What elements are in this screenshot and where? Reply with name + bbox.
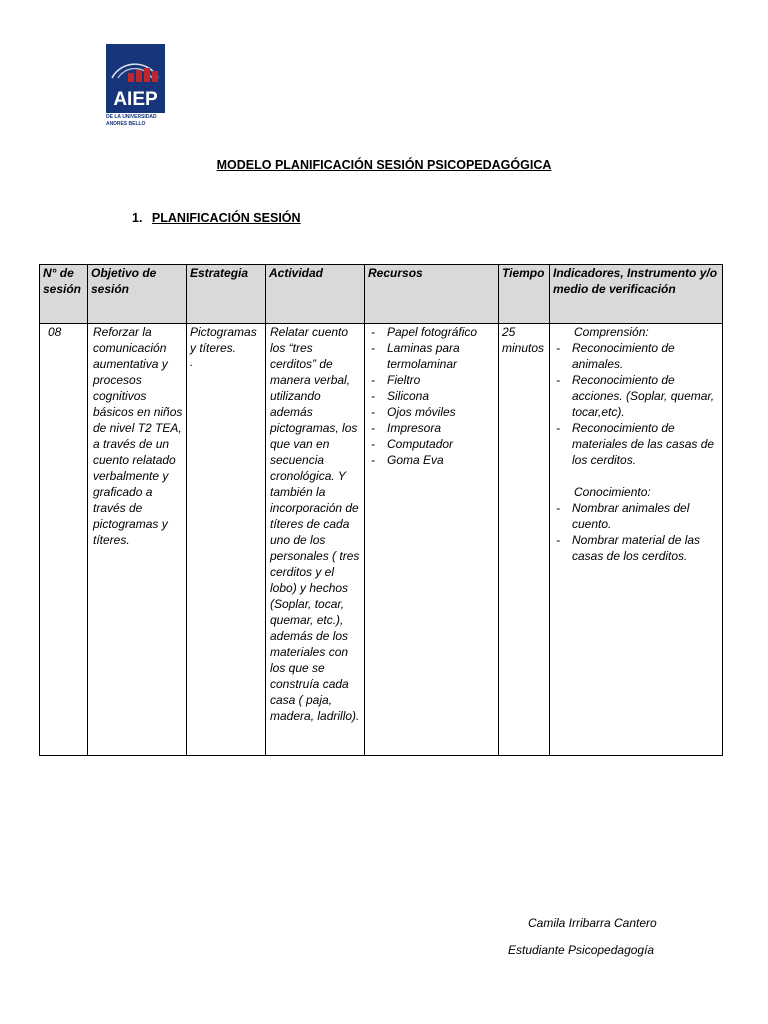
conocimiento-label: Conocimiento: (574, 485, 651, 499)
cell-objetivo: Reforzar la comunicación aumentativa y procesos cognitivos básicos en niños de nivel T2 TEA, a través de un cuento relatado verbalmente y graficado a través de pictogramas y títeres. (88, 324, 187, 756)
cell-indicadores (550, 324, 723, 756)
cell-actividad: Relatar cuento los “tres cerditos” de manera verbal, utilizando además pictogramas, los que van en secuencia cronológica. Y también la incorporación de títeres de cada uno de los personales ( tres cerditos y el lobo) y hechos (Soplar, tocar, quemar, etc.), además de los materiales con los que se construía cada casa ( paja, madera, ladrillo). (266, 324, 365, 756)
table-row (40, 324, 723, 756)
cell-tiempo: 25 minutos (499, 324, 550, 756)
list-item: - Laminas para termolaminar (365, 340, 495, 372)
header-recursos: Recursos (365, 265, 499, 324)
section-number: 1. (132, 211, 143, 225)
comprension-label: Comprensión: (574, 325, 649, 339)
section-heading (132, 211, 301, 225)
recursos-list (365, 324, 495, 468)
estrategia-extra: . (190, 355, 194, 369)
header-estrategia: Estrategia (187, 265, 266, 324)
list-item: - Papel fotográfico (365, 324, 495, 340)
list-item: - Goma Eva (365, 452, 495, 468)
list-item: - Reconocimiento de materiales de las casas de los cerditos. (550, 420, 719, 468)
header-actividad: Actividad (266, 265, 365, 324)
table-header-row (40, 265, 723, 324)
header-objetivo: Objetivo de sesión (88, 265, 187, 324)
list-item: - Computador (365, 436, 495, 452)
list-item: - Nombrar material de las casas de los cerditos. (550, 532, 719, 564)
section-title: PLANIFICACIÓN SESIÓN (151, 211, 301, 225)
cell-sesion: 08 (40, 324, 88, 756)
logo-subtitle-2: ANDRES BELLO (106, 121, 146, 127)
document-title: MODELO PLANIFICACIÓN SESIÓN PSICOPEDAGÓGICA (216, 158, 552, 172)
logo-wordmark: AIEP (113, 89, 158, 110)
cell-estrategia (187, 324, 266, 756)
signature-role: Estudiante Psicopedagogía (508, 943, 655, 957)
list-item: - Reconocimiento de animales. (550, 340, 719, 372)
comprension-list (550, 340, 719, 468)
logo-subtitle-1: DE LA UNIVERSIDAD (106, 114, 157, 120)
conocimiento-list (550, 500, 719, 564)
list-item: - Reconocimiento de acciones. (Soplar, quemar, tocar,etc). (550, 372, 719, 420)
logo-mark (106, 44, 165, 113)
list-item: - Fieltro (365, 372, 495, 388)
list-item: - Impresora (365, 420, 495, 436)
signature-name: Camila Irribarra Cantero (528, 916, 657, 930)
header-sesion: N° de sesión (40, 265, 88, 324)
header-indicadores: Indicadores, Instrumento y/o medio de verificación (550, 265, 723, 324)
list-item: - Nombrar animales del cuento. (550, 500, 719, 532)
aiep-logo (106, 44, 165, 126)
list-item: - Silicona (365, 388, 495, 404)
estrategia-text: Pictogramas y títeres. (190, 325, 257, 355)
cell-recursos (365, 324, 499, 756)
planning-table (39, 264, 723, 756)
header-tiempo: Tiempo (499, 265, 550, 324)
list-item: - Ojos móviles (365, 404, 495, 420)
